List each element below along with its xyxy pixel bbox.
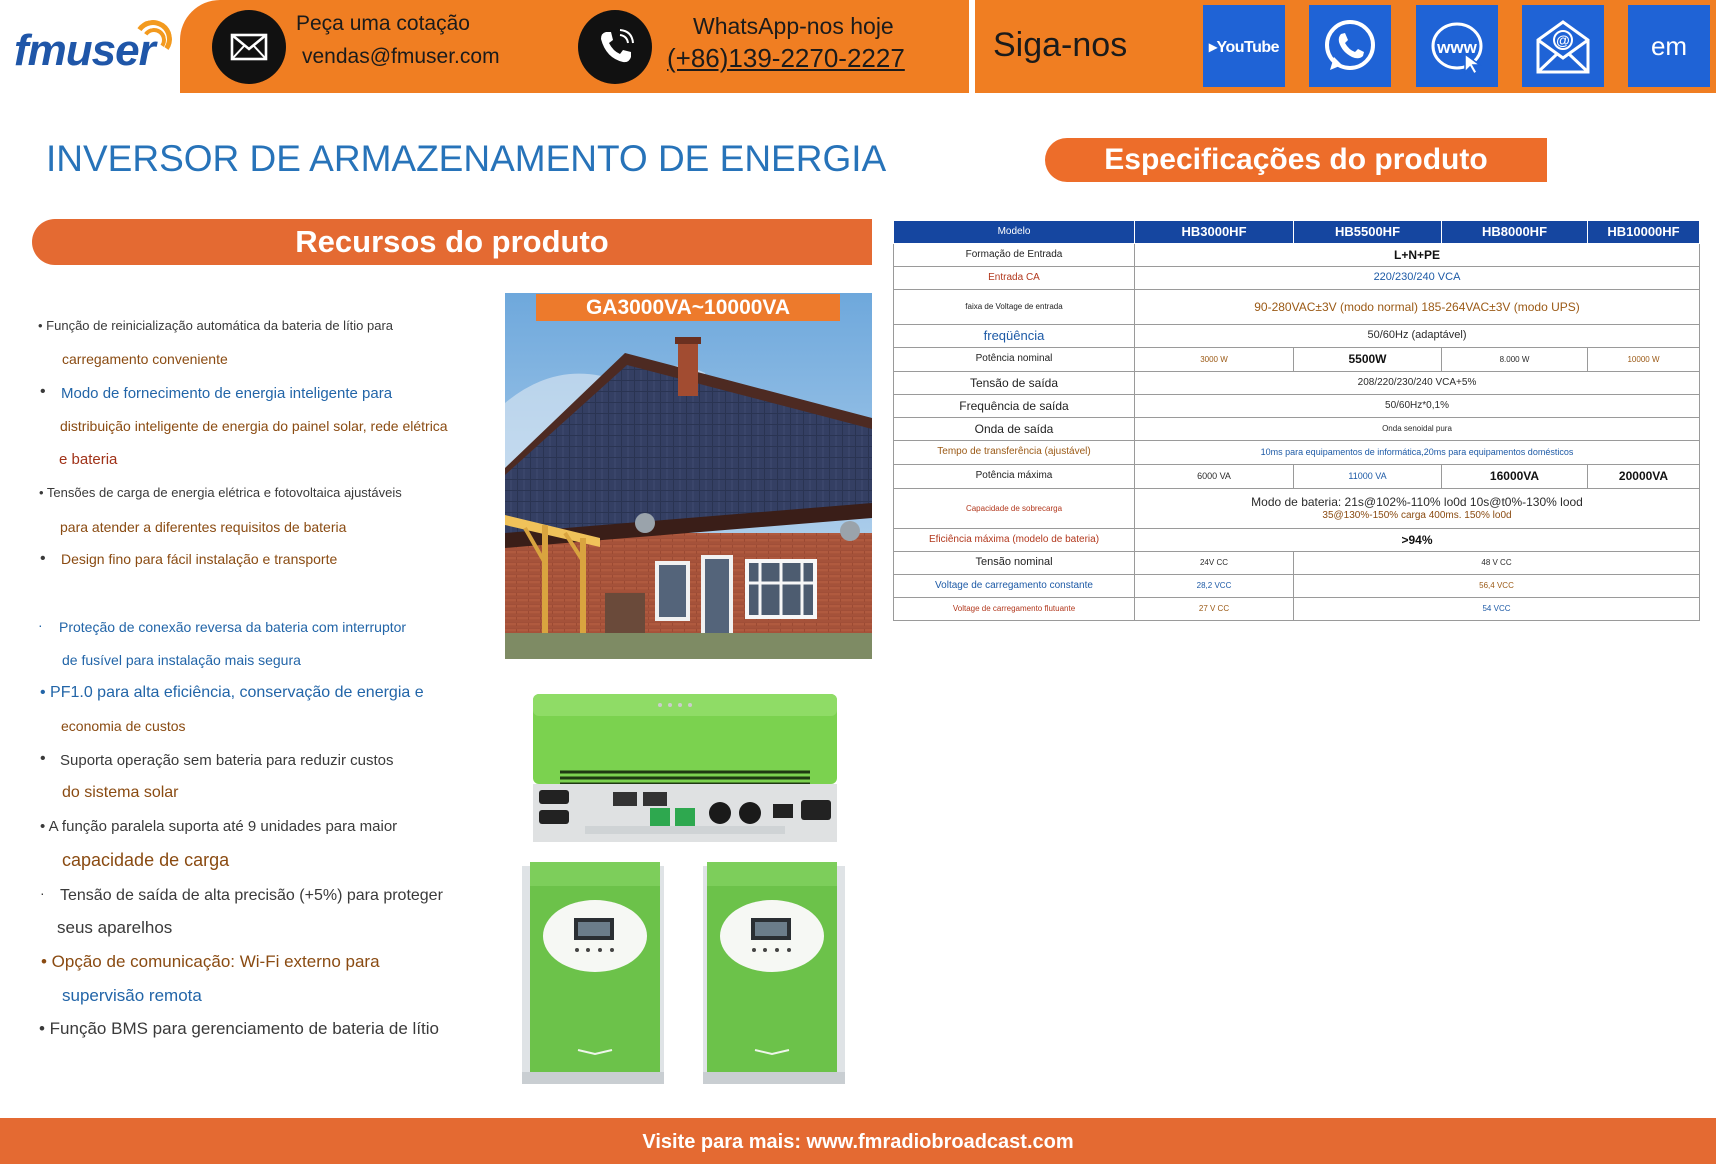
feature-bullet: • bbox=[40, 750, 46, 767]
row-value: 6000 VA bbox=[1135, 465, 1294, 489]
inverter-front-image-left bbox=[522, 862, 664, 1084]
solar-house-photo bbox=[505, 293, 872, 659]
feature-bullet: · bbox=[38, 617, 43, 633]
row-value: 50/60Hz (adaptável) bbox=[1135, 325, 1700, 348]
overload-line-1: Modo de bateria: 21s@102%-110% lo0d 10s@t0%-130% lood bbox=[1251, 494, 1583, 509]
whatsapp-button[interactable] bbox=[1309, 5, 1391, 87]
table-row bbox=[894, 325, 1700, 348]
table-row bbox=[894, 465, 1700, 489]
table-row bbox=[894, 267, 1700, 290]
mail-icon[interactable] bbox=[212, 10, 286, 84]
row-value: 3000 W bbox=[1135, 348, 1294, 372]
row-label: Onda de saída bbox=[894, 418, 1135, 441]
features-banner: Recursos do produto bbox=[32, 219, 872, 265]
logo-text: fmuser bbox=[14, 26, 155, 75]
feature-line: e bateria bbox=[59, 451, 118, 468]
feature-line: • Função BMS para gerenciamento de bateria de lítio bbox=[39, 1019, 440, 1038]
feature-line: • Tensões de carga de energia elétrica e fotovoltaica ajustáveis bbox=[39, 485, 402, 500]
website-button[interactable] bbox=[1416, 5, 1498, 87]
feature-line: • A função paralela suporta até 9 unidades para maior bbox=[40, 818, 398, 835]
youtube-button[interactable] bbox=[1203, 5, 1285, 87]
table-row bbox=[894, 290, 1700, 325]
fmuser-logo[interactable] bbox=[14, 18, 184, 76]
overload-line-2: 35@130%-150% carga 400ms. 150% lo0d bbox=[1322, 509, 1512, 521]
row-value: 10000 W bbox=[1588, 348, 1700, 372]
youtube-icon: ▸YouTube bbox=[1208, 39, 1280, 56]
feature-bullet: · bbox=[40, 885, 45, 901]
row-label: Capacidade de sobrecarga bbox=[894, 489, 1135, 529]
row-value: 48 V CC bbox=[1294, 552, 1700, 575]
row-value: 11000 VA bbox=[1294, 465, 1442, 489]
row-value: 5500W bbox=[1294, 348, 1442, 372]
table-row bbox=[894, 598, 1700, 621]
row-label: Voltage de carregamento flutuante bbox=[894, 598, 1135, 621]
inverter-bottom-view-image bbox=[525, 690, 845, 845]
row-label: Formação de Entrada bbox=[894, 244, 1135, 267]
row-label: Voltage de carregamento constante bbox=[894, 575, 1135, 598]
feature-line: distribuição inteligente de energia do painel solar, rede elétrica bbox=[60, 418, 448, 434]
youtube-label: YouTube bbox=[1216, 39, 1280, 56]
feature-line: supervisão remota bbox=[62, 986, 202, 1005]
quote-email-link[interactable]: vendas@fmuser.com bbox=[302, 45, 500, 68]
follow-us-label: Siga-nos bbox=[993, 26, 1128, 64]
feature-bullet: • bbox=[40, 383, 46, 400]
table-row bbox=[894, 529, 1700, 552]
svg-text:www: www bbox=[1437, 38, 1477, 57]
email-button[interactable] bbox=[1522, 5, 1604, 87]
row-label: Tensão nominal bbox=[894, 552, 1135, 575]
row-value: 24V CC bbox=[1135, 552, 1294, 575]
whatsapp-icon bbox=[1320, 16, 1380, 76]
whatsapp-label: WhatsApp-nos hoje bbox=[693, 13, 894, 39]
feature-line: Suporta operação sem bateria para reduzir custos bbox=[60, 752, 394, 769]
whatsapp-phone-link[interactable]: (+86)139-2270-2227 bbox=[667, 43, 905, 73]
row-value bbox=[1135, 489, 1700, 529]
row-value: 56,4 VCC bbox=[1294, 575, 1700, 598]
row-value: 208/220/230/240 VCA+5% bbox=[1135, 372, 1700, 395]
feature-line: para atender a diferentes requisitos de bateria bbox=[60, 519, 347, 535]
feature-line: seus aparelhos bbox=[57, 918, 173, 937]
row-label: Potência nominal bbox=[894, 348, 1135, 372]
spec-header-row bbox=[894, 221, 1700, 244]
row-value: 10ms para equipamentos de informática,20ms para equipamentos domésticos bbox=[1135, 441, 1700, 465]
email-icon bbox=[1533, 16, 1593, 76]
row-value: 27 V CC bbox=[1135, 598, 1294, 621]
row-value: 90-280VAC±3V (modo normal) 185-264VAC±3V (modo UPS) bbox=[1135, 290, 1700, 325]
row-label: Tempo de transferência (ajustável) bbox=[894, 441, 1135, 465]
page-title: INVERSOR DE ARMAZENAMENTO DE ENERGIA bbox=[46, 138, 887, 179]
feature-line: • PF1.0 para alta eficiência, conservação de energia e bbox=[40, 684, 424, 701]
feature-line: Design fino para fácil instalação e transporte bbox=[61, 551, 338, 567]
header-cell: HB5500HF bbox=[1294, 221, 1442, 244]
row-value: L+N+PE bbox=[1135, 244, 1700, 267]
feature-line: de fusível para instalação mais segura bbox=[62, 652, 301, 668]
inverter-front-image-right bbox=[703, 862, 845, 1084]
table-row bbox=[894, 372, 1700, 395]
table-row bbox=[894, 244, 1700, 267]
table-row bbox=[894, 552, 1700, 575]
table-row bbox=[894, 348, 1700, 372]
feature-line: • Função de reinicialização automática da bateria de lítio para bbox=[38, 318, 394, 333]
language-button[interactable] bbox=[1628, 5, 1710, 87]
row-label: faixa de Voltage de entrada bbox=[894, 290, 1135, 325]
spec-banner: Especificações do produto bbox=[1045, 138, 1547, 182]
quote-label: Peça uma cotação bbox=[296, 12, 470, 35]
spec-table bbox=[893, 220, 1700, 621]
header-cell: HB8000HF bbox=[1442, 221, 1588, 244]
row-label: Eficiência máxima (modelo de bateria) bbox=[894, 529, 1135, 552]
row-value: 50/60Hz*0,1% bbox=[1135, 395, 1700, 418]
header bbox=[0, 0, 1716, 93]
feature-line: carregamento conveniente bbox=[62, 351, 228, 367]
row-label: Entrada CA bbox=[894, 267, 1135, 290]
feature-line: Proteção de conexão reversa da bateria com interruptor bbox=[59, 619, 407, 635]
phone-icon[interactable] bbox=[578, 10, 652, 84]
header-cell: HB10000HF bbox=[1588, 221, 1700, 244]
feature-line: economia de custos bbox=[61, 718, 186, 734]
svg-text:@: @ bbox=[1556, 32, 1570, 48]
language-label: em bbox=[1650, 31, 1688, 61]
row-value: >94% bbox=[1135, 529, 1700, 552]
feature-line: • Opção de comunicação: Wi-Fi externo para bbox=[41, 952, 380, 971]
feature-line: Modo de fornecimento de energia inteligente para bbox=[61, 385, 393, 402]
table-row bbox=[894, 418, 1700, 441]
range-banner: GA3000VA~10000VA bbox=[536, 294, 840, 321]
footer-link[interactable]: Visite para mais: www.fmradiobroadcast.com bbox=[0, 1118, 1716, 1164]
feature-line: do sistema solar bbox=[62, 784, 179, 801]
table-row bbox=[894, 441, 1700, 465]
row-label: Tensão de saída bbox=[894, 372, 1135, 395]
row-value: 220/230/240 VCA bbox=[1135, 267, 1700, 290]
table-row bbox=[894, 489, 1700, 529]
feature-line: capacidade de carga bbox=[62, 850, 230, 870]
feature-bullet: • bbox=[40, 550, 46, 567]
globe-icon bbox=[1427, 16, 1487, 76]
row-value: 54 VCC bbox=[1294, 598, 1700, 621]
table-row bbox=[894, 575, 1700, 598]
row-value: Onda senoidal pura bbox=[1135, 418, 1700, 441]
header-cell: HB3000HF bbox=[1135, 221, 1294, 244]
row-value: 8.000 W bbox=[1442, 348, 1588, 372]
feature-line: Tensão de saída de alta precisão (+5%) para proteger bbox=[60, 887, 443, 904]
row-value: 28,2 VCC bbox=[1135, 575, 1294, 598]
row-value: 20000VA bbox=[1588, 465, 1700, 489]
row-label: freqüência bbox=[894, 325, 1135, 348]
row-value: 16000VA bbox=[1442, 465, 1588, 489]
header-cell: Modelo bbox=[894, 221, 1135, 244]
row-label: Potência máxima bbox=[894, 465, 1135, 489]
row-label: Frequência de saída bbox=[894, 395, 1135, 418]
table-row bbox=[894, 395, 1700, 418]
